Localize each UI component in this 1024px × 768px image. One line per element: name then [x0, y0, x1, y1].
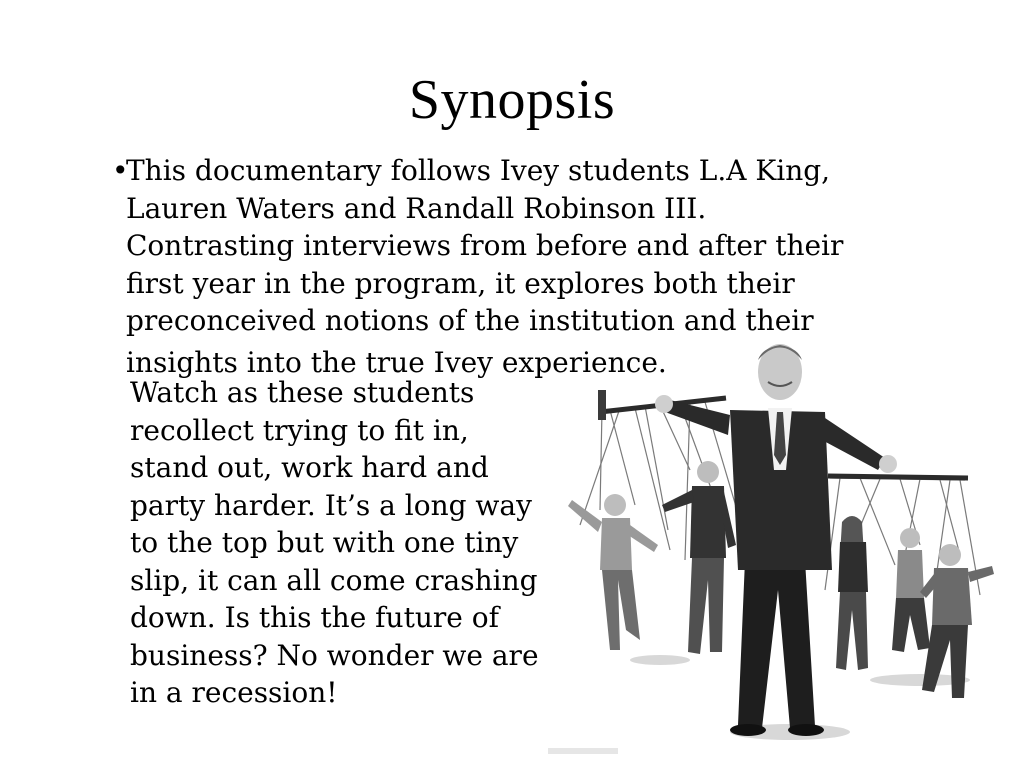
watch-line: down. Is this the future of — [130, 601, 499, 634]
watch-line: slip, it can all come crashing — [130, 563, 538, 597]
bullet-icon: • — [112, 154, 129, 187]
bullet-line: This documentary follows Ivey students L.A King, — [126, 154, 831, 187]
watch-line: in a recession! — [130, 676, 338, 709]
watch-line: recollect trying to fit in, — [130, 413, 469, 447]
watch-line: party harder. It’s a long way — [130, 488, 532, 522]
bullet-line: preconceived notions of the institution and their — [126, 304, 814, 337]
slide-title: Synopsis — [408, 69, 616, 131]
puppeteer-illustration — [540, 330, 1024, 768]
watch-line: business? No wonder we are — [130, 638, 539, 672]
watch-line: stand out, work hard and — [130, 451, 489, 484]
bullet-line: Lauren Waters and Randall Robinson III. — [126, 191, 707, 225]
bullet-line: Contrasting interviews from before and after their — [126, 229, 844, 262]
watch-line: to the top but with one tiny — [130, 526, 519, 559]
watch-paragraph — [130, 374, 539, 712]
watch-line: Watch as these students — [130, 376, 475, 409]
bullet-line: first year in the program, it explores both their — [126, 266, 795, 300]
bullet-line: insights into the true Ivey experience. — [126, 345, 667, 379]
